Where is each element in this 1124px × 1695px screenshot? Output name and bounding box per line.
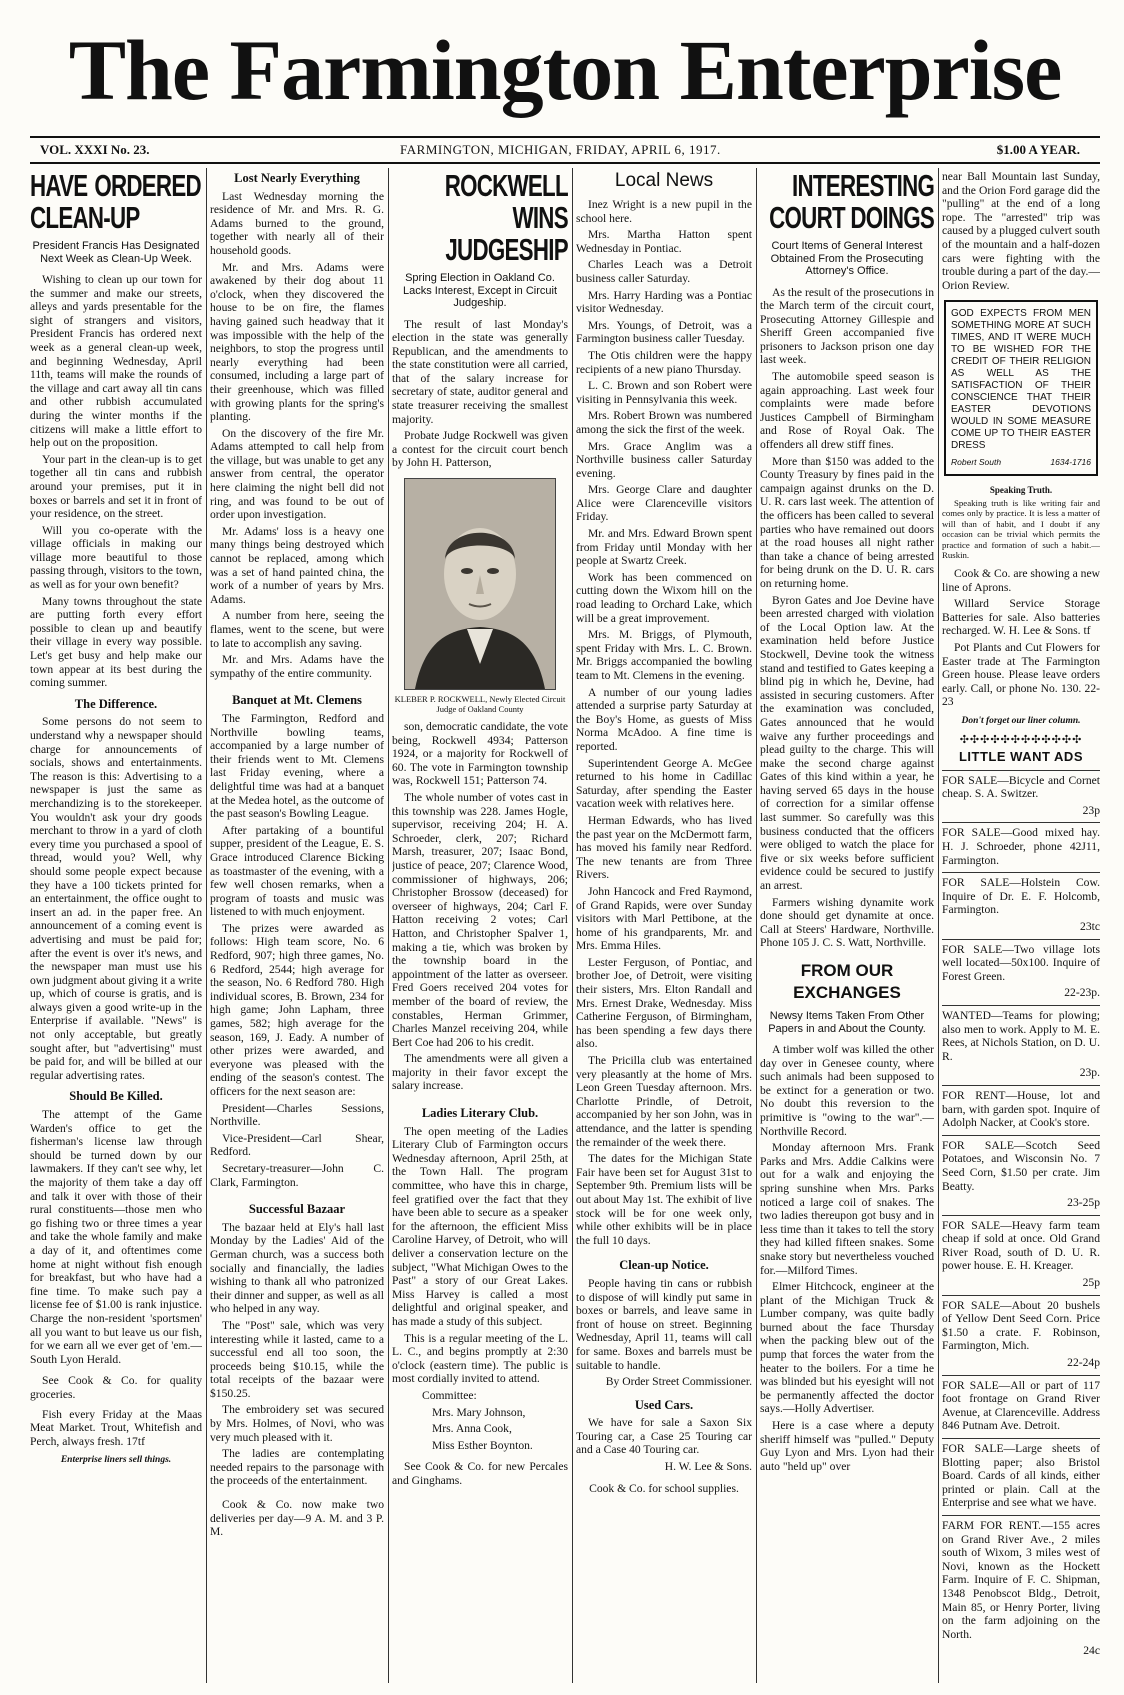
easter-quote-author [951,456,1091,468]
classified-code: 22-24p [1067,1356,1100,1370]
classified-ad [942,1215,1100,1295]
column-divider [388,168,389,1683]
local-item: Mrs. Youngs, of Detroit, was a Farmington business caller Tuesday. [576,318,752,346]
article-paragraph: The prizes were awarded as follows: High team score, No. 6 Redford, 907; high three games, No. 6 Redford, 2544; high average for the season, No. 6 Redford 780. High individual scores, B. Brown, 234 for high game; John Lapham, three games, 582; high average for the season, 169, J. Eady. A number of other prizes were awarded, and everyone was pleased with the ending of the season's contest. The officers for the next season are: [210,921,384,1098]
headline-lost-nearly-everything: Lost Nearly Everything [234,171,360,185]
classified-ad [942,1005,1100,1085]
deck-exchanges: Newsy Items Taken From Other Papers in and About the County. [768,1010,926,1035]
classified-text: FOR SALE—Two village lots well located—50x100. Inquire of Forest Green. [942,942,1100,983]
column-5 [760,170,934,1680]
article-paragraph: Mr. and Mrs. Adams have the sympathy of the entire community. [210,653,384,680]
article-paragraph: A timber wolf was killed the other day over in Genesee county, where such animals had been supposed to be extinct for a generation or two. No doubt this reversion to the primitive is "owing to the war".—Northville Record. [760,1043,934,1138]
local-item: Mrs. Grace Anglim was a Northville business caller Saturday evening. [576,439,752,480]
classified-code: 23p. [1079,1066,1100,1080]
deck-court-doings: Court Items of General Interest Obtained From the Prosecuting Attorney's Office. [770,240,924,277]
notice-text: People having tin cans or rubbish to dispose of will kindly put same in boxes or barrels, and leave same in front of house on street. Beginning Wednesday, April 11, teams will call for same. Boxes and barrels must be suitable to handle. [576,1276,752,1372]
tagline-liner-column: Don't forget our liner column. [961,715,1081,726]
local-item: Mrs. Harry Harding was a Pontiac visitor Wednesday. [576,288,752,316]
article-paragraph: The automobile speed season is again approaching. Last week four complaints were made before Justices Campbell of Birmingham and Rose of Royal Oak. The offenders all drew stiff fines. [760,370,934,452]
classified-title: LITTLE WANT ADS [958,749,1083,765]
article-paragraph: On the discovery of the fire Mr. Adams attempted to call help from the village, but was unable to get any answer from central, the operator here claiming the night bell did not ring, and was found to be out of order upon investigation. [210,426,384,522]
ad-batteries: Willard Service Storage Batteries for sale. Also batteries recharged. W. H. Lee & Sons. tf [942,597,1100,638]
local-item: Mrs. George Clare and daughter Alice were Clarenceville visitors Friday. [576,483,752,524]
article-paragraph: This is a regular meeting of the L. L. C., and begins promptly at 2:30 o'clock (eastern time). The public is most cordially invited to attend. [392,1331,568,1386]
classified-text: FOR SALE—Large sheets of Blotting paper; also Bristol Board. Cards of all kinds, either printed or plain. Call at the Enterprise and see what we have. [942,1442,1100,1510]
classified-ad [942,1085,1100,1135]
classified-ad [942,1295,1100,1375]
local-item: Lester Ferguson, of Pontiac, and brother Joe, of Detroit, were visiting their sisters, Mrs. Elton Randall and Mrs. Ernest Drake, Wednesday. Miss Catherine Ferguson, of Birmingham, has been spending a few days there also. [576,955,752,1051]
local-item: Charles Leach was a Detroit business caller Saturday. [576,258,752,285]
column-2 [210,170,384,1680]
classified-ad [942,822,1100,872]
deck-rockwell: Spring Election in Oakland Co. Lacks Interest, Except in Circuit Judgeship. [402,272,558,309]
article-paragraph: Secretary-treasurer—John C. Clark, Farmington. [210,1161,384,1189]
speaking-truth-title: Speaking Truth. [989,485,1053,496]
dateline [30,140,1100,162]
article-paragraph: Here is a case where a deputy sheriff himself was "pulled." Deputy Guy Lyon and Mrs. Lyon had their auto "held up" over [760,1419,934,1473]
masthead-rule-top [30,136,1100,138]
article-paragraph: More than $150 was added to the County Treasury by fines paid in the campaign against drunks on the D. U. R. cars last week. The attention of the officers has been called to several parties who have remained out doors at the road houses all night rather than take a chance of being arrested for being drunk on the D. U. R. cars on returning home. [760,454,934,590]
article-paragraph: The ladies are contemplating needed repairs to the parsonage with the proceeds of the entertainment. [210,1447,384,1488]
portrait-caption: KLEBER P. ROCKWELL, Newly Elected Circuit Judge of Oakland County [394,694,566,715]
article-paragraph: After partaking of a bountiful supper, president of the League, E. S. Grace introduced Clarence Bicking as toastmaster of the evening, with a few well chosen remarks, when a program of toasts and music was listened to with much enjoyment. [210,823,384,919]
masthead-rule-bottom [30,162,1100,164]
classified-text: FOR RENT—House, lot and barn, with garden spot. Inquire of Adolph Nacker, at Cook's store. [942,1088,1100,1130]
ad-cook-deliveries: Cook & Co. now make two deliveries per day—9 A. M. and 3 P. M. [210,1498,384,1539]
headline-from-our-exchanges: FROM OUR EXCHANGES [793,961,901,1002]
article-paragraph: Mr. and Mrs. Adams were awakened by their dog about 11 o'clock, when they discovered the house to be on fire, the flames having gained such headway that it was impossible with the help of the neighbors, to stop the progress until nearly everything had been consumed, including a large part of their greenhouse, which was filled with growing plants for the spring's planting. [210,260,384,424]
ad-flowers: Pot Plants and Cut Flowers for Easter trade at The Farmington Green house. Please leave orders early. Call, or phone No. 130. 22-23 [942,640,1100,709]
local-item: L. C. Brown and son Robert were visiting in Pennsylvania this week. [576,379,752,406]
used-cars-text: We have for sale a Saxon Six Touring car, a Case 25 Touring car and a Case 40 Touring car. [576,1416,752,1457]
column-divider [938,168,939,1683]
article-paragraph: Mr. Adams' loss is a heavy one many things being destroyed which cannot be replaced, among which was a set of hand painted china, the work of a number of years by Mrs. Adams. [210,524,384,606]
article-paragraph: The Farmington, Redford and Northville bowling teams, accompanied by a large number of their friends went to Mt. Clemens last Friday evening, where a delightful time was had at a banquet at the Medea hotel, as the outcome of the past season's Bowling League. [210,711,384,821]
column-1 [30,170,202,1680]
headline-clean-up: HAVE ORDERED CLEAN-UP [30,170,201,235]
local-item: Herman Edwards, who has lived the past year on the McDermott farm, has moved his family near Redford. The new tenants are from Three Rivers. [576,813,752,882]
speaking-truth-text: Speaking truth is like writing fair and comes only by practice. It is less a matter of will than of habit, and I doubt if any occasion can be trivial which permits the practice and formation of such a habit.—Ruskin. [942,497,1100,561]
easter-quote-box [944,300,1098,476]
classified-ad [942,1438,1100,1515]
headline-clean-up-notice: Clean-up Notice. [619,1258,709,1273]
article-paragraph: As the result of the prosecutions in the March term of the circuit court, Prosecuting Attorney Gillespie and Sheriff Green accompanied five prisoners to Jackson prison one day last week. [760,285,934,367]
easter-quote-text: GOD EXPECTS FROM MEN SOMETHING MORE AT SUCH TIMES, AND IT WERE MUCH TO BE WISHED FOR THE CREDIT OF THEIR RELIGION AS WELL AS THE SATISFACTION OF THEIR CONSCIENCE THAT THEIR EASTER DEVOTIONS WOULD IN SOME MEASURE COME UP TO THEIR EASTER DRESS [951,308,1091,452]
masthead-title: The Farmington Enterprise [68,22,1062,118]
quote-author-name: Robert South [951,457,1002,468]
article-paragraph: A number from here, seeing the flames, went to the scene, but were to late to accomplish any saving. [210,609,384,650]
article-paragraph: The open meeting of the Ladies Literary Club of Farmington occurs Wednesday afternoon, April 25th, at the Town Hall. The program committee, who have this in charge, feel gratified over the fact that they have been able to secure as a speaker for the afternoon, the efficient Miss Caroline Harvey, of Detroit, who will deliver a conservation lecture on the subject, "What Michigan Owes to the Past" a story of our Great Lakes. Miss Harvey is called a most delightful and original speaker, and has made a study of this subject. [392,1124,568,1328]
volume-number: VOL. XXXI No. 23. [40,142,150,157]
local-item: Superintendent George A. McGee returned to his home in Cadillac Saturday, after spending the Easter vacation week with relatives here. [576,756,752,811]
deck-clean-up: President Francis Has Designated Next Week as Clean-Up Week. [32,240,200,265]
headline-rockwell: ROCKWELL WINS JUDGESHIP [444,170,568,267]
article-paragraph: Monday afternoon Mrs. Frank Parks and Mrs. Addie Calkins were out for a walk and enjoying the spring sunshine when Mrs. Parks noticed a large coil of snakes. The two ladies thereupon got busy and in less time than it takes to tell the story they had killed fifteen snakes. Some snake story but nevertheless vouched for.—Milford Times. [760,1141,934,1277]
classified-text: FARM FOR RENT.—155 acres on Grand River Ave., 2 miles south of Wixom, 3 miles west of Novi, known as the Hockett Farm. Inquire of F. C. Shipman, 1348 Penobscot Bldg., Detroit, Main 85, or Henry Porter, living on the farm adjoining on the North. [942,1518,1100,1641]
headline-successful-bazaar: Successful Bazaar [248,1202,346,1217]
classified-ad [942,770,1100,823]
classified-ad [942,1515,1100,1663]
local-item: Inez Wright is a new pupil in the school here. [576,198,752,225]
column-3 [392,170,568,1680]
local-item: Mrs. Robert Brown was numbered among the sick the first of the week. [576,409,752,436]
article-paragraph: The whole number of votes cast in this township was 228. James Hogle, supervisor, receiving 204; H. A. Schroeder, clerk, 207; Richard Marsh, treasurer, 207; Isaac Bond, justice of peace, 207; Clarence Wood, commissioner of highways, 206; Christopher Brossow (deceased) for overseer of highways, 204; Carl F. Hatton receiving 2 votes; Carl Hatton, and Christopher Spalver 1, making a tie, which was broken by the township board in the appointment of the latter as overseer. Fred Goers received 204 votes for member of the board of review, the constables, Herman Grimmer, Charles Manzel receiving 204, while Bert Coe had 206 to his credit. [392,791,568,1049]
classified-code: 24c [1083,1644,1100,1658]
article-paragraph: son, democratic candidate, the vote being, Rockwell 4934; Patterson 1924, or a majority for Rockwell of 60. The vote in Farmington township was, Rockwell 151; Patterson 74. [392,720,568,788]
subscription-price: $1.00 A YEAR. [996,142,1080,157]
article-paragraph: Elmer Hitchcock, engineer at the plant of the Michigan Truck & Lumber company, was quite badly burned about the face Thursday when the packing blew out of the pump that forces the water from the heater to the boilers. For a time he was blinded but his eyesight will not be permanently affected the doctor says.—Holly Advertiser. [760,1280,934,1416]
article-paragraph: The amendments were all given a majority in their favor except the salary increase. [392,1052,568,1093]
committee-member: Miss Esther Boynton. [432,1438,533,1452]
ad-cook-school-supplies: Cook & Co. for school supplies. [589,1481,739,1495]
ornament-border: ✣✣✣✣✣✣✣✣✣✣✣✣ [959,734,1083,747]
headline-local-news: Local News [614,170,714,191]
article-paragraph: Some persons do not seem to understand why a newspaper should charge for announcements of socials, shows and entertainments. The reason is this: Advertising to a newspaper is just the same as merchandizing is to the storekeeper. You wouldn't ask your dry goods merchant to throw in a yard of cloth every time you purchased a spool of thread, would you? Well, why should some people expect because they have a 100 tickets printed for an entertainment, the office ought to insert an ad. in the paper free. An announcement of a coming event is advertising and must be paid for; after the event is over it's news, and the newspaper man must use his own judgment about giving it a write up, which of course is gratis, and is always given a good write-up in the Enterprise if available. "News" is not only acceptable, but greatly sought after, but "advertising" must be paid for, and will be billed at our regular advertising rates. [30,715,202,1082]
classified-code: 23-25p [1067,1196,1100,1210]
local-item: Work has been commenced on cutting down the Wixom hill on the road leading to Orchard Lake, which will be a great improvement. [576,570,752,625]
article-paragraph: The "Post" sale, which was very interesting while it lasted, came to a successful end all too soon, the proceeds being $10.15, while the total receipts of the bazaar were $150.25. [210,1318,384,1400]
classified-ad [942,1375,1100,1438]
classified-code: 23tc [1080,920,1100,933]
column-divider [206,168,207,1683]
ad-cook-percales: See Cook & Co. for new Percales and Ginghams. [392,1460,568,1487]
tagline-liners: Enterprise liners sell things. [60,1455,172,1466]
classified-text: FOR SALE—Good mixed hay. H. J. Schroeder, phone 42J11, Farmington. [942,826,1100,867]
subhead-the-difference: The Difference. [74,696,158,711]
local-item: Mrs. Martha Hatton spent Wednesday in Pontiac. [576,228,752,255]
committee-member: Mrs. Anna Cook, [432,1422,512,1436]
classified-text: FOR SALE—Scotch Seed Potatoes, and Wisconsin No. 7 Seed Corn, $1.50 per crate. Jim Beatty. [942,1138,1100,1193]
classified-ad [942,872,1100,938]
classified-code: 22-23p. [1064,986,1100,1000]
portrait-illustration [405,479,555,689]
classified-text: FOR SALE—Heavy farm team cheap if sold at once. Old Grand River Road, south of D. U. R. power house. E. H. Kreager. [942,1218,1100,1273]
column-6 [942,170,1100,1680]
classified-text: WANTED—Teams for plowing; also men to work. Apply to M. E. Rees, at Nichols Station, on D. U. R. [942,1008,1100,1063]
subhead-should-be-killed: Should Be Killed. [69,1089,163,1104]
article-paragraph: Your part in the clean-up is to get together all tin cans and rubbish around your premises, put it in boxes or barrels and set it in front of your residence, on the street. [30,452,202,521]
newspaper-page [30,10,1100,1690]
column-divider [756,168,757,1683]
classified-code: 23p [1082,803,1100,817]
article-paragraph: Will you co-operate with the village officials in making our village more beautiful to those passing through, visitors to the town, as well as for your own benefit? [30,523,202,592]
classified-text: FOR SALE—Bicycle and Cornet cheap. S. A. Switzer. [942,773,1100,801]
ad-cook-groceries: See Cook & Co. for quality groceries. [30,1374,202,1401]
committee-member: Mrs. Mary Johnson, [432,1405,526,1419]
committee-label: Committee: [422,1388,477,1402]
ad-fish: Fish every Friday at the Maas Meat Market. Trout, Whitefish and Perch, always fresh. 17tf [30,1407,202,1448]
portrait-photo [404,478,556,690]
article-paragraph: The embroidery set was secured by Mrs. Holmes, of Novi, who was very much pleased with it. [210,1403,384,1444]
local-item: A number of our young ladies attended a surprise party Saturday at the Boy's Home, as guests of Miss Norma McAdoo. A fine time is reported. [576,685,752,753]
classified-ad [942,939,1100,1005]
headline-used-cars: Used Cars. [634,1397,694,1412]
article-paragraph: Farmers wishing dynamite work done should get dynamite at once. Call at Steers' Hardware, Northville. Phone 105 J. C. S. Watt, Northville. [760,895,934,950]
column-divider [572,168,573,1683]
article-paragraph: Many towns throughout the state are putting forth every effort possible to clean up and beautify their village in every way possible. Let's get busy and help make our town appear at its best during the coming summer. [30,594,202,690]
local-item: The Otis children were the happy recipients of a new piano Thursday. [576,348,752,376]
classified-ad [942,1135,1100,1215]
classified-text: FOR SALE—Holstein Cow. Inquire of Dr. E. F. Holcomb, Farmington. [942,876,1100,917]
local-item: John Hancock and Fred Raymond, of Grand Rapids, were over Sunday visitors with Marl Pettibone, at the home of his grandparents, Mr. and Mrs. Emma Hiles. [576,884,752,953]
local-item: The dates for the Michigan State Fair have been set for August 31st to September 9th. Premium lists will be out about May 1st. The exhibit of live stock will be for one week only, while other exhibits will be in place the full 10 days. [576,1152,752,1247]
article-paragraph: near Ball Mountain last Sunday, and the Orion Ford garage did the "pulling" at the end of a long rope. The "arrested" trip was caused by a plugged culvert south of the mountain and a half-dozen cars were fighting with the trouble during a part of the day.—Orion Review. [942,170,1100,292]
headline-ladies-literary-club: Ladies Literary Club. [421,1106,539,1121]
used-cars-signature: H. W. Lee & Sons. [664,1460,752,1474]
headline-court-doings: INTERESTING COURT DOINGS [769,170,934,235]
classified-text: FOR SALE—All or part of 117 foot frontage on Grand River Avenue, at Clarenceville. Address 846 Putnam Ave. Detroit. [942,1378,1100,1433]
article-paragraph: The bazaar held at Ely's hall last Monday by the Ladies' Aid of the German church, was a success both socially and financially, the ladies wishing to thank all who patronized their dinner and supper, as well as all who helped in any way. [210,1220,384,1316]
local-item: Mrs. M. Briggs, of Plymouth, spent Friday with Mrs. L. C. Brown. Mr. Briggs accompanied the bowling team to Mt. Clemens in the evening. [576,628,752,682]
article-paragraph: The result of last Monday's election in the state was generally Republican, and the amendments to the state constitution were all carried, that of the salary increase for secretary of state, auditor general and state treasurer receiving the smallest majority. [392,317,568,426]
issue-date: FARMINGTON, MICHIGAN, FRIDAY, APRIL 6, 1917. [400,142,721,157]
column-4 [576,170,752,1680]
ad-aprons: Cook & Co. are showing a new line of Aprons. [942,566,1100,594]
article-paragraph: Last Wednesday morning the residence of Mr. and Mrs. R. G. Adams burned to the ground, together with nearly all of their household goods. [210,189,384,257]
article-paragraph: Wishing to clean up our town for the summer and make our streets, alleys and yards presentable for the sight of strangers and visitors, President Francis has ordered next week as a general clean-up week, and beginning Wednesday, April 11th, teams will make the rounds of the village and cart away all tin cans and other rubbish accumulated during the winter months if the citizens will make a little effort to help out on the proposition. [30,273,202,450]
article-paragraph: Probate Judge Rockwell was given a contest for the circuit court bench by John H. Patterson, [392,429,568,470]
article-paragraph: The attempt of the Game Warden's office to get the fisherman's license law through should be turned down by our lawmakers. If they can't see why, let the majority of them take a day off and talk it over with those of their rural constituents—those men who go fishing two or three times a year and take the whole family and make a day of it, and oftentimes come home at night without fish enough for breakfast, but who have had a fine time. To make such pay a license fee of $1.00 is rank injustice. Charge the non-resident 'sportsmen' all you want to but leave us our fish, for we earn all we ever get of 'em.—South Lyon Herald. [30,1108,202,1366]
classified-text: FOR SALE—About 20 bushels of Yellow Dent Seed Corn. Price $1.50 a crate. F. Robinson, Farmington, Mich. [942,1298,1100,1353]
article-paragraph: President—Charles Sessions, Northville. [210,1101,384,1129]
quote-author-years: 1634-1716 [1050,457,1091,468]
article-paragraph: Byron Gates and Joe Devine have been arrested charged with violation of the Local Option law. At the examination held before Justice Stockwell, Devine took the witness stand and testified to Gates keeping a blind pig in which he, Devine, had assisted in securing customers. After the examination was concluded, Gates announced that he would waive any further proceedings and plead guilty to the charge. This will make the second charge against Gates of this kind within a year, he having served 65 days in the house of correction for a similar offense last summer. So carefully was this business conducted that the officers were obliged to watch the place for five or six weeks before sufficient evidence could be secured to justify an arrest. [760,593,934,893]
classified-code: 25p [1082,1276,1100,1290]
local-item: Mr. and Mrs. Edward Brown spent from Friday until Monday with her people at Swartz Creek. [576,527,752,568]
notice-signature: By Order Street Commissioner. [605,1375,752,1389]
headline-banquet: Banquet at Mt. Clemens [232,693,362,708]
article-paragraph: Vice-President—Carl Shear, Redford. [210,1131,384,1159]
local-item: The Pricilla club was entertained very pleasantly at the home of Mrs. Leon Green Tuesday afternoon. Mrs. Charlotte Prindle, of Detroit, accompanied by her son John, was in attendance, and the latter is spending the remainder of the week there. [576,1054,752,1149]
